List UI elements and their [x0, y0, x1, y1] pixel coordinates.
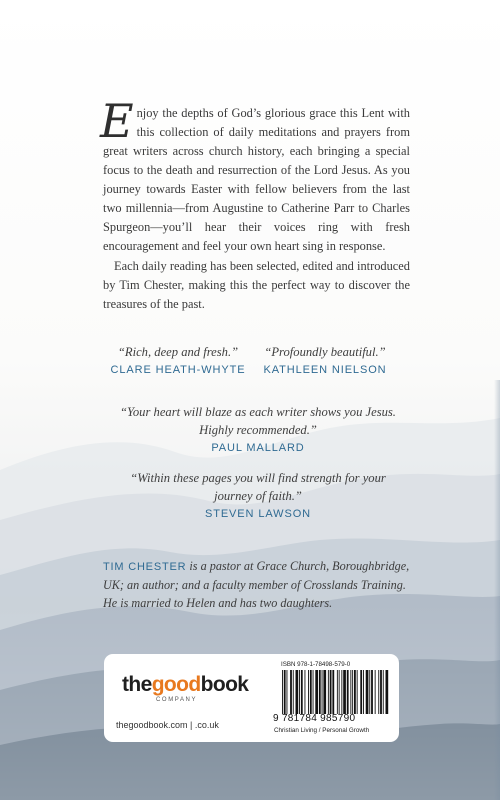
book-category: Christian Living / Personal Growth [274, 727, 370, 734]
endorsement-4 [128, 469, 388, 520]
publisher-barcode-panel [104, 654, 399, 742]
author-bio [103, 557, 410, 612]
publisher-logo: thegoodbook [122, 673, 249, 696]
blurb-text-1: njoy the depths of God’s glorious grace this Lent with this collection of daily meditations and prayers from great writers across church history, each bringing a special focus to the death and resurrection of the Lord Jesus. As you journey towards Easter with fellow believers from the last two millennia—from Augustine to Catherine Parr to Charles Spurgeon—you’ll hear their voices ring with fresh encouragement and feel your own heart sing in response. [103, 106, 410, 253]
author-name: TIM CHESTER [103, 561, 187, 573]
publisher-url: thegoodbook.com | .co.uk [116, 720, 219, 730]
endorsement-text: “Profoundly beautiful.” [264, 345, 386, 359]
spine-shadow [494, 380, 500, 800]
barcode-digits: 9 781784 985790 [273, 713, 356, 724]
author-bio-text: is a pastor at Grace Church, Boroughbridge, UK; an author; and a faculty member of Crosslands Training. He is married to Helen and has two daughters. [103, 559, 410, 610]
blurb-paragraph-1 [100, 94, 410, 256]
endorsement-author: CLARE HEATH-WHYTE [110, 364, 246, 376]
endorsement-1 [110, 343, 246, 376]
blurb-paragraph-2: Each daily reading has been selected, edited and introduced by Tim Chester, making this the perfect way to discover the treasures of the past. [103, 259, 410, 311]
endorsement-text: “Rich, deep and fresh.” [117, 345, 239, 359]
cover-blurb [100, 94, 410, 314]
endorsement-author: PAUL MALLARD [211, 442, 305, 454]
endorsement-text: “Your heart will blaze as each writer shows you Jesus. Highly recommended.” [120, 405, 396, 437]
drop-cap-letter: E [100, 94, 134, 148]
publisher-logo-company: COMPANY [156, 697, 198, 703]
endorsement-author: KATHLEEN NIELSON [263, 364, 387, 376]
endorsement-author: STEVEN LAWSON [204, 508, 312, 520]
endorsement-2 [250, 343, 400, 376]
endorsement-3 [108, 403, 408, 454]
barcode-image [281, 670, 389, 714]
isbn-label: ISBN 978-1-78498-579-0 [281, 661, 351, 668]
endorsement-text: “Within these pages you will find strength for your journey of faith.” [130, 471, 386, 503]
